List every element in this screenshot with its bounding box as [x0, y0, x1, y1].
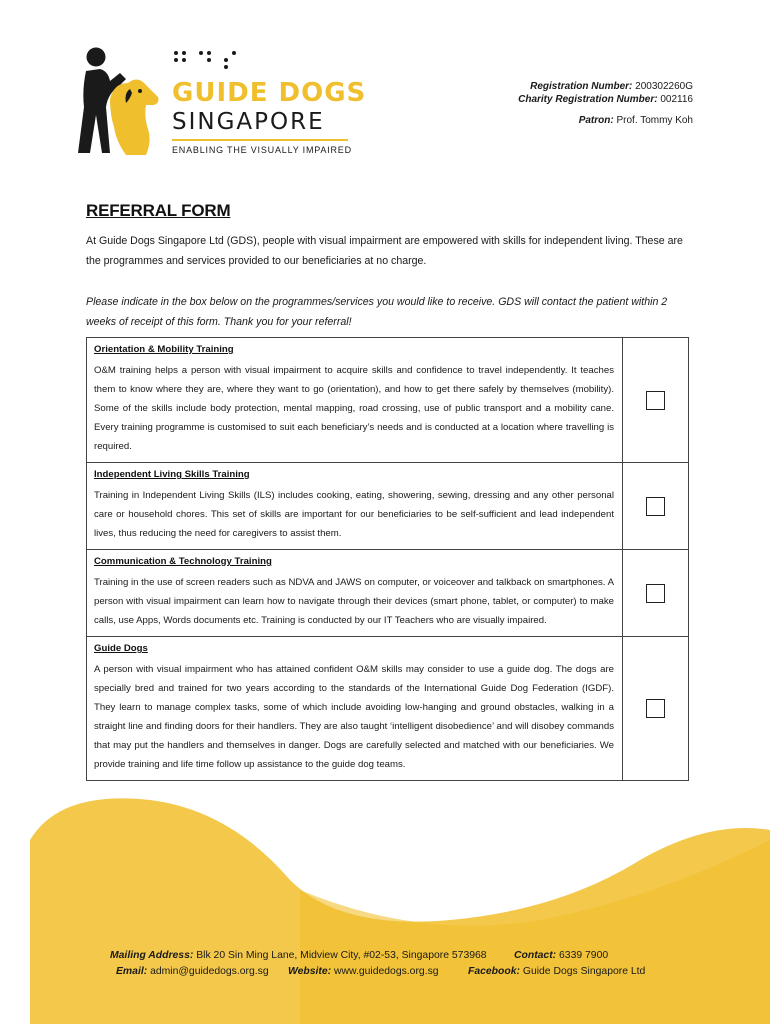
brand-name-line2: SINGAPORE	[172, 109, 325, 135]
brand-name-line1: GUIDE DOGS	[172, 78, 367, 108]
braille-dots-icon	[174, 51, 237, 70]
programme-row-independent-living	[87, 463, 688, 550]
facebook-label: Facebook:	[468, 966, 520, 977]
charity-label: Charity Registration Number:	[518, 94, 658, 105]
registration-value: 200302260G	[635, 81, 693, 92]
charity-value: 002116	[660, 94, 693, 105]
programme-description: A person with visual impairment who has attained confident O&M skills may consider to use a guide dog. The dogs are specially bred and trained for two years according to the standards of the International Guide Dog Federation (IGDF). They learn to manage complex tasks, some of which include avoiding low-hanging and ground obstacles, walking in a straight line and finding doors for their handlers. They are also taught ‘intelligent disobedience’ and will disobey commands that may put the handlers and themselves in danger. Dogs are carefully selected and matched with our beneficiaries. We provide training and life time follow up assistance to the guide dog teams.	[94, 664, 614, 770]
communication-technology-checkbox[interactable]	[646, 584, 665, 603]
brand-divider	[172, 139, 348, 141]
guide-dogs-checkbox[interactable]	[646, 699, 665, 718]
programme-text-cell	[87, 338, 623, 462]
checkbox-cell	[623, 550, 688, 636]
programme-title: Communication & Technology Training	[94, 556, 272, 567]
programme-description: Training in the use of screen readers such as NDVA and JAWS on computer, or voiceover and talkback on smartphones. A person with visual impairment can learn how to navigate through their devices (smart phone, tablet, or computer) to make calls, use Apps, Words documents etc. Training is conducted by our IT Teachers who are visually impaired.	[94, 577, 614, 626]
independent-living-checkbox[interactable]	[646, 497, 665, 516]
mailing-value: Blk 20 Sin Ming Lane, Midview City, #02-53, Singapore 573968	[196, 950, 487, 961]
patron-info	[579, 115, 693, 126]
website-link[interactable]: www.guidedogs.org.sg	[334, 966, 439, 977]
programme-title: Guide Dogs	[94, 643, 148, 654]
guide-dog-logo-icon	[74, 45, 166, 157]
programme-title: Independent Living Skills Training	[94, 469, 250, 480]
checkbox-cell	[623, 338, 688, 462]
website-label: Website:	[288, 966, 332, 977]
programme-text-cell	[87, 550, 623, 636]
patron-value: Prof. Tommy Koh	[616, 115, 693, 126]
programme-description: O&M training helps a person with visual impairment to acquire skills and confidence to travel independently. It teaches them to know where they are, where they want to go (orientation), and how to get there safely by themselves (mobility). Some of the skills include body protection, mental mapping, road crossing, use of public transport and a mobility cane. Every training programme is customised to suit each beneficiary’s needs and is conducted at a location where travelling is required.	[94, 365, 614, 452]
programme-row-guide-dogs	[87, 637, 688, 780]
email-link[interactable]: admin@guidedogs.org.sg	[150, 966, 269, 977]
instruction-paragraph: Please indicate in the box below on the programmes/services you would like to receive. GDS will contact the patient within 2 weeks of receipt of this form. Thank you for your referral!	[86, 296, 668, 328]
checkbox-cell	[623, 463, 688, 549]
email-address	[116, 966, 269, 977]
intro-paragraph: At Guide Dogs Singapore Ltd (GDS), people with visual impairment are empowered with skills for independent living. These are the programmes and services provided to our beneficiaries at no charge.	[86, 235, 683, 267]
footer-contact-info	[100, 948, 720, 988]
contact-label: Contact:	[514, 950, 557, 961]
facebook-link[interactable]: Guide Dogs Singapore Ltd	[522, 966, 646, 977]
form-title: REFERRAL FORM	[86, 201, 231, 220]
programme-row-communication-technology	[87, 550, 688, 637]
checkbox-cell	[623, 637, 688, 780]
programme-text-cell	[87, 637, 623, 780]
organization-logo	[74, 45, 367, 160]
programme-row-orientation-mobility	[87, 338, 688, 463]
mailing-address	[110, 950, 487, 961]
mailing-label: Mailing Address:	[110, 950, 194, 961]
contact-number	[514, 950, 608, 961]
patron-label: Patron:	[578, 115, 614, 126]
website-address	[288, 966, 439, 977]
orientation-mobility-checkbox[interactable]	[646, 391, 665, 410]
contact-value: 6339 7900	[559, 950, 609, 961]
brand-tagline: ENABLING THE VISUALLY IMPAIRED	[172, 145, 352, 155]
registration-info	[518, 80, 693, 106]
programme-text-cell	[87, 463, 623, 549]
email-label: Email:	[116, 966, 148, 977]
facebook-page	[468, 966, 645, 977]
programme-description: Training in Independent Living Skills (ILS) includes cooking, eating, showering, sewing, dressing and any other personal care or household chores. This set of skills are important for our beneficiaries to be self-sufficient and lead independent lives, thus reducing the need for caregivers to assist them.	[94, 490, 614, 539]
programmes-table	[86, 337, 689, 781]
programme-title: Orientation & Mobility Training	[94, 344, 234, 355]
registration-label: Registration Number:	[530, 81, 633, 92]
